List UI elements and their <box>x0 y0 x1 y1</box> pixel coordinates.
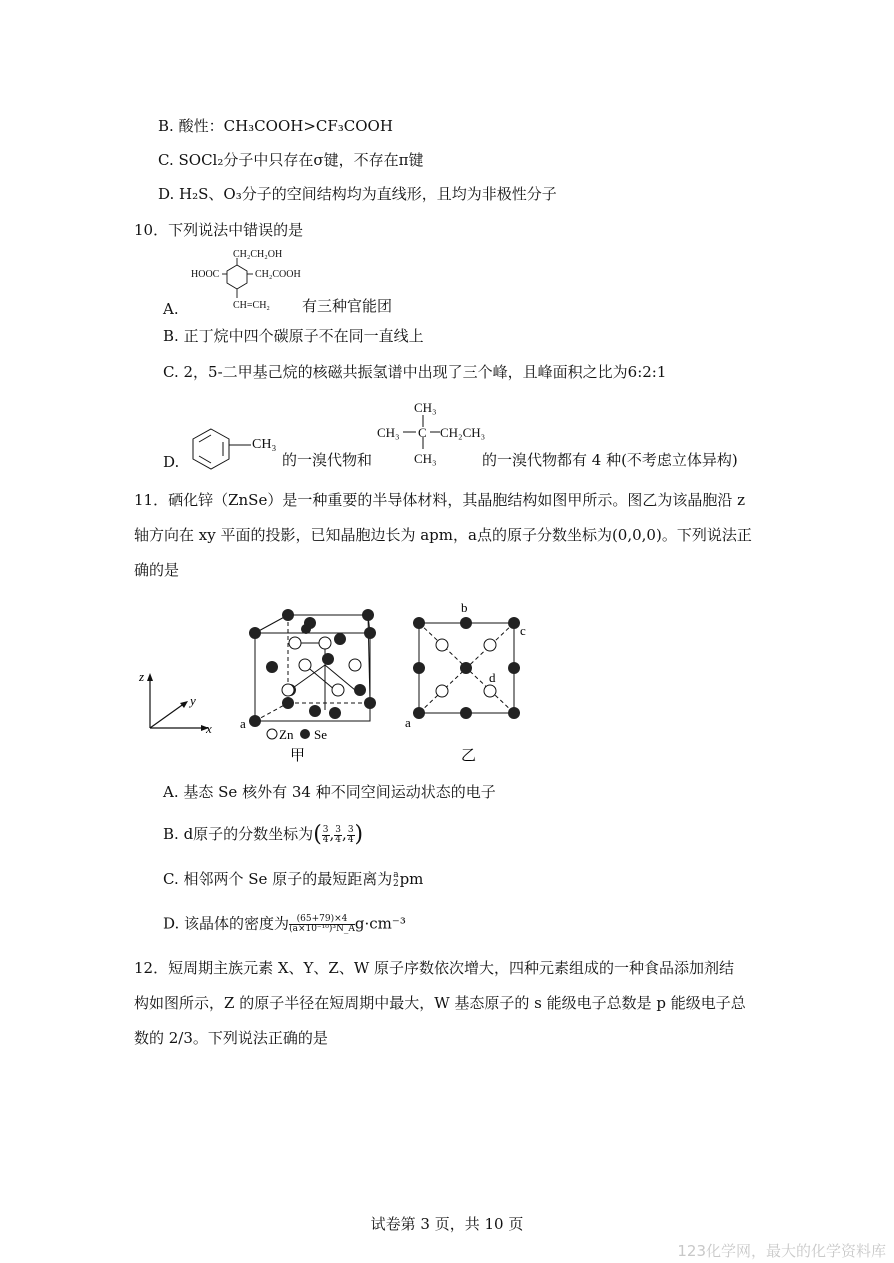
proj-a-label: a <box>405 715 411 730</box>
legend-se: Se <box>314 727 327 742</box>
q10-a-structure: CH₂CH₂OH HOOC CH₂COOH CH=CH₂ <box>191 249 301 311</box>
q10-option-d-text2: 的一溴代物都有 4 种(不考虑立体异构) <box>482 451 738 469</box>
axis-y-label: y <box>190 693 196 708</box>
q10-option-d-label: D. <box>163 453 180 471</box>
q11-stem-line3: 确的是 <box>134 561 180 579</box>
q10-option-a-text: 有三种官能团 <box>302 297 393 315</box>
point-a-label: a <box>240 716 246 731</box>
q12-line1: 12．短周期主族元素 X、Y、Z、W 原子序数依次增大，四种元素组成的一种食品添加剂结 <box>134 959 735 977</box>
legend-zn: Zn <box>279 727 294 742</box>
q11-stem-line2: 轴方向在 xy 平面的投影，已知晶胞边长为 apm，a点的原子分数坐标为(0,0,0)。下列说法正 <box>134 526 752 544</box>
q11-option-d: D. 该晶体的密度为 $\frac{(65+79)\times 4}{\text{(a×10⁻¹⁰)³N\_A}}$ g·cm⁻³ <box>163 914 406 934</box>
q12-line3: 数的 2/3。下列说法正确的是 <box>134 1029 328 1047</box>
q9-option-c: C. SOCl₂分子中只存在σ键，不存在π键 <box>158 151 424 169</box>
q9-option-d: D. H₂S、O₃分子的空间结构均为直线形，且均为非极性分子 <box>158 185 557 203</box>
proj-d-label: d <box>489 670 496 685</box>
axis-z-label: z <box>139 669 145 684</box>
q10-option-b: B. 正丁烷中四个碳原子不在同一直线上 <box>163 327 424 345</box>
q12-line2: 构如图所示，Z 的原子半径在短周期中最大，W 基态原子的 s 能级电子总数是 p 能级电子总 <box>134 994 746 1012</box>
q11-option-b: B. d原子的分数坐标为( $\frac{3}{4}$ , $\frac{3}{4}$ , $\frac{3}{4}$ ) <box>163 822 364 847</box>
q10-stem: 10．下列说法中错误的是 <box>134 221 304 239</box>
q10-d-benzene-structure: CH₃ <box>185 425 285 475</box>
q11-figure <box>130 595 550 770</box>
axis-x-label: x <box>206 721 212 736</box>
caption-yi: 乙 <box>461 748 477 764</box>
page-footer: 试卷第 3 页，共 10 页 <box>370 1215 524 1233</box>
proj-c-label: c <box>520 623 526 638</box>
watermark: 123化学网，最大的化学资料库 <box>677 1242 886 1260</box>
q10-d-neopentyl-structure: CH₃ CH₃ C CH₂CH₃ CH₃ <box>377 400 486 466</box>
q9-option-b: B. 酸性：CH₃COOH>CF₃COOH <box>158 117 393 135</box>
q11-option-c: C. 相邻两个 Se 原子的最短距离为 a 2 pm <box>163 870 424 889</box>
q10-option-a-label: A. <box>163 300 179 318</box>
q10-option-d-text1: 的一溴代物和 <box>282 451 373 469</box>
q11-option-a: A. 基态 Se 核外有 34 种不同空间运动状态的电子 <box>163 783 496 801</box>
q10-option-c: C. 2，5-二甲基己烷的核磁共振氢谱中出现了三个峰，且峰面积之比为6:2:1 <box>163 363 667 381</box>
proj-b-label: b <box>461 600 468 615</box>
q11-stem-line1: 11．硒化锌（ZnSe）是一种重要的半导体材料，其晶胞结构如图甲所示。图乙为该晶胞沿 z <box>134 491 745 509</box>
crystal-diagram <box>130 595 550 770</box>
caption-jia: 甲 <box>290 748 306 764</box>
